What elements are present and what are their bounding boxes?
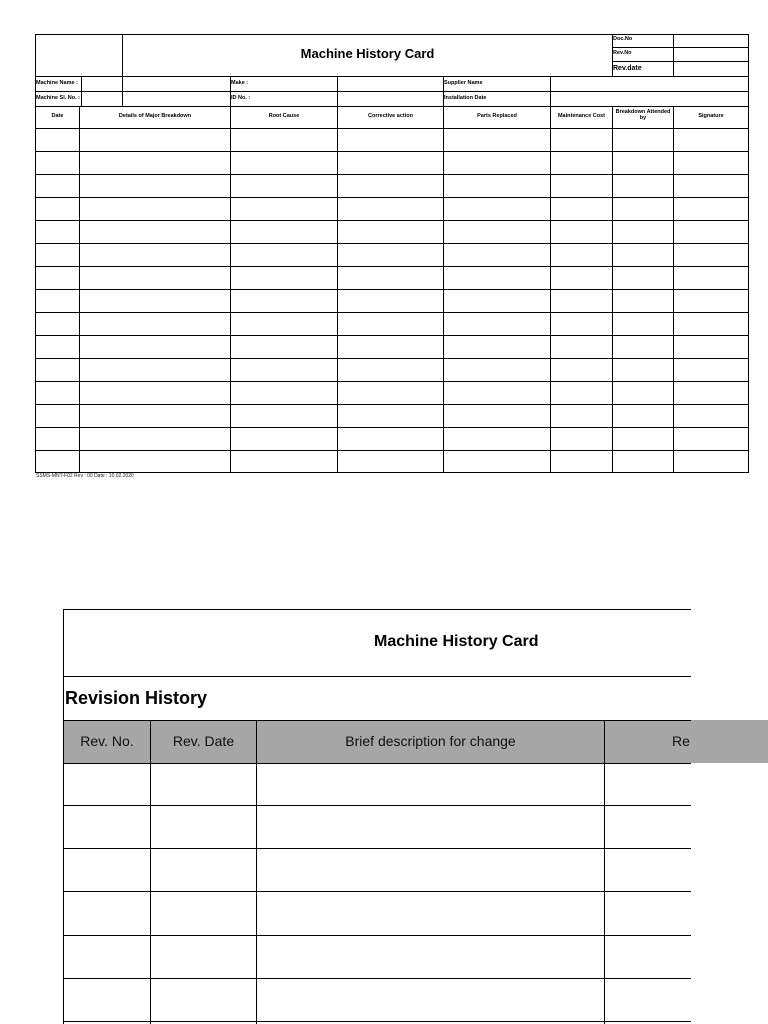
- grid-line: [35, 335, 749, 336]
- col-header-parts-replaced: Parts Replaced: [477, 113, 517, 119]
- revision-history-title: Revision History: [65, 688, 208, 708]
- grid-line: [35, 197, 749, 198]
- grid-line: [63, 978, 691, 979]
- grid-line: [150, 720, 151, 1024]
- grid-line: [63, 1021, 691, 1022]
- grid-line: [612, 61, 749, 62]
- rev-col-header-rev-date: Rev. Date: [172, 733, 235, 749]
- grid-line: [63, 763, 691, 764]
- grid-line: [35, 91, 749, 92]
- grid-line: [35, 358, 749, 359]
- col-header-maintenance-cost: Maintenance Cost: [557, 113, 606, 119]
- machine-name-label: Machine Name :: [36, 80, 78, 86]
- grid-line: [748, 34, 749, 473]
- history-card-form: [0, 0, 768, 490]
- rev-col-header-rev-no: Rev. No.: [80, 733, 134, 749]
- form-footer-code: SSMS-MNT-F02 Rev : 00 Date : 10.02.2020: [36, 473, 134, 479]
- grid-line: [612, 106, 613, 473]
- grid-line: [230, 76, 231, 473]
- grid-line: [443, 76, 444, 473]
- grid-line: [550, 76, 551, 473]
- grid-line: [35, 76, 749, 77]
- revision-page-edge: [691, 763, 768, 1024]
- col-header-date: Date: [51, 113, 64, 119]
- col-header-root-cause: Root Cause: [268, 113, 300, 119]
- machine-sl-no-label: Machine Sl. No. :: [36, 95, 81, 101]
- installation-date-label: Installation Date: [444, 95, 487, 101]
- grid-line: [81, 76, 82, 106]
- grid-line: [63, 609, 64, 1024]
- grid-line: [35, 312, 749, 313]
- make-label: Make :: [231, 80, 249, 86]
- grid-line: [256, 720, 257, 1024]
- grid-line: [35, 174, 749, 175]
- grid-line: [35, 427, 749, 428]
- grid-line: [337, 76, 338, 473]
- col-header-details: Details of Major Breakdown: [118, 113, 192, 119]
- grid-line: [35, 220, 749, 221]
- rev-no-label: Rev.No: [613, 50, 632, 56]
- grid-line: [63, 805, 691, 806]
- grid-line: [63, 891, 691, 892]
- grid-line: [35, 106, 749, 107]
- grid-line: [63, 848, 691, 849]
- grid-line: [673, 34, 674, 76]
- grid-line: [612, 47, 749, 48]
- grid-line: [35, 34, 749, 35]
- grid-line: [35, 128, 749, 129]
- rev-date-label: Rev.date: [613, 65, 642, 72]
- grid-line: [63, 935, 691, 936]
- grid-line: [79, 106, 80, 473]
- grid-line: [122, 34, 123, 106]
- grid-line: [673, 106, 674, 473]
- grid-line: [35, 450, 749, 451]
- grid-line: [35, 266, 749, 267]
- revision-history-section: [0, 600, 768, 1024]
- grid-line: [35, 381, 749, 382]
- revision-card-title: Machine History Card: [374, 633, 539, 650]
- rev-col-header-description: Brief description for change: [345, 733, 516, 749]
- grid-line: [35, 404, 749, 405]
- grid-line: [35, 472, 749, 473]
- rev-col-header-truncated: Re: [672, 733, 690, 749]
- card-title: Machine History Card: [300, 46, 435, 61]
- grid-line: [63, 676, 691, 677]
- grid-line: [35, 243, 749, 244]
- col-header-signature: Signature: [698, 113, 724, 119]
- doc-no-label: Doc.No: [613, 36, 633, 42]
- grid-line: [604, 720, 605, 1024]
- grid-line: [63, 609, 691, 610]
- revision-page-edge: [691, 600, 768, 720]
- col-header-breakdown-attended: Breakdown Attended by: [615, 109, 671, 121]
- supplier-name-label: Supplier Name: [444, 80, 483, 86]
- id-no-label: ID No. :: [231, 95, 251, 101]
- col-header-corrective-action: Corrective action: [368, 113, 413, 119]
- grid-line: [63, 720, 691, 721]
- grid-line: [35, 151, 749, 152]
- grid-line: [35, 289, 749, 290]
